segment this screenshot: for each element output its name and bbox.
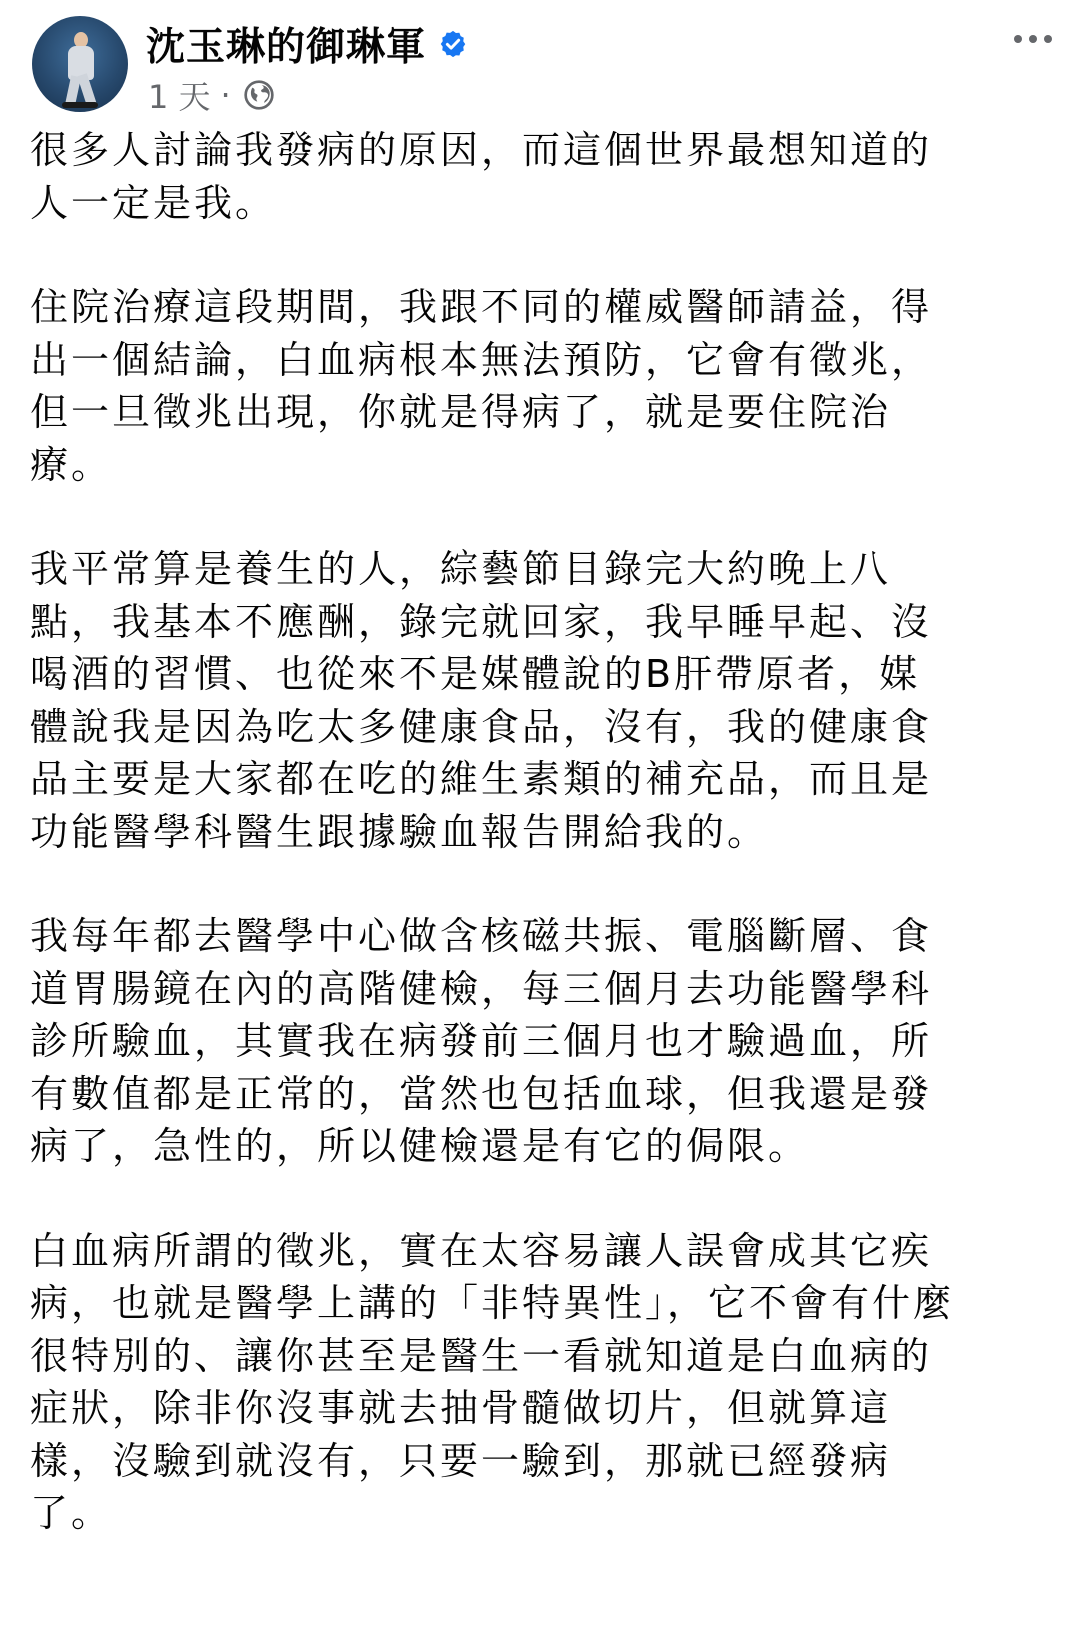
more-options-icon	[1014, 35, 1022, 43]
text-line: 了。	[30, 1491, 113, 1535]
text-line: 人一定是我。	[30, 180, 277, 225]
text-line: 住院治療這段期間，我跟不同的權威醫師請益，得	[30, 285, 933, 329]
text-line: 品主要是大家都在吃的維生素類的補充品，而且是	[30, 757, 933, 801]
post-header	[32, 14, 1060, 114]
verified-badge-icon	[438, 29, 468, 59]
post-paragraph-1	[30, 124, 990, 229]
meta-separator: ·	[220, 76, 231, 114]
post-meta	[148, 72, 275, 118]
text-line: 樣，沒驗到就沒有，只要一驗到，那就已經發病	[30, 1438, 892, 1483]
name-row	[146, 16, 468, 72]
text-line: 我每年都去醫學中心做含核磁共振、電腦斷層、食	[30, 914, 933, 958]
more-options-icon	[1029, 35, 1037, 43]
text-line: 療。	[30, 442, 113, 487]
globe-icon	[243, 79, 275, 111]
page-name-link[interactable]: 沈玉琳的御琳軍	[146, 25, 427, 70]
page-avatar[interactable]	[32, 16, 128, 112]
text-line: 診所驗血，其實我在病發前三個月也才驗過血，所	[30, 1019, 933, 1063]
post-paragraph-4	[30, 910, 990, 1173]
text-line: 有數值都是正常的，當然也包括血球，但我還是發	[30, 1071, 933, 1116]
post-paragraph-5	[30, 1225, 990, 1540]
post-paragraph-3	[30, 543, 990, 858]
text-line: 功能醫學科醫生跟據驗血報告開給我的。	[30, 809, 769, 854]
post-timestamp[interactable]: 1 天	[148, 78, 211, 116]
post-body	[30, 124, 990, 1592]
text-line: 點，我基本不應酬，錄完就回家，我早睡早起、沒	[30, 599, 933, 644]
text-line: 道胃腸鏡在內的高階健檢，每三個月去功能醫學科	[30, 966, 933, 1011]
text-line: 病了，急性的，所以健檢還是有它的侷限。	[30, 1124, 810, 1168]
more-options-button[interactable]	[1006, 24, 1060, 54]
text-line: 白血病所謂的徵兆，實在太容易讓人誤會成其它疾	[30, 1228, 933, 1273]
avatar-stool	[62, 102, 98, 108]
more-options-icon	[1044, 35, 1052, 43]
text-line: 體說我是因為吃太多健康食品，沒有，我的健康食	[30, 704, 933, 749]
text-line: 喝酒的習慣、也從來不是媒體說的B肝帶原者，媒	[30, 652, 921, 696]
text-line: 但一旦徵兆出現，你就是得病了，就是要住院治	[30, 390, 892, 434]
post-paragraph-2	[30, 281, 990, 491]
text-line: 症狀，除非你沒事就去抽骨髓做切片，但就算這	[30, 1386, 892, 1430]
text-line: 病，也就是醫學上講的「非特異性」，它不會有什麼	[30, 1281, 955, 1325]
text-line: 出一個結論，白血病根本無法預防，它會有徵兆，	[30, 337, 933, 382]
text-line: 我平常算是養生的人，綜藝節目錄完大約晚上八	[30, 547, 892, 591]
text-line: 很特別的、讓你甚至是醫生一看就知道是白血病的	[30, 1333, 933, 1378]
text-line: 很多人討論我發病的原因，而這個世界最想知道的	[30, 128, 933, 172]
